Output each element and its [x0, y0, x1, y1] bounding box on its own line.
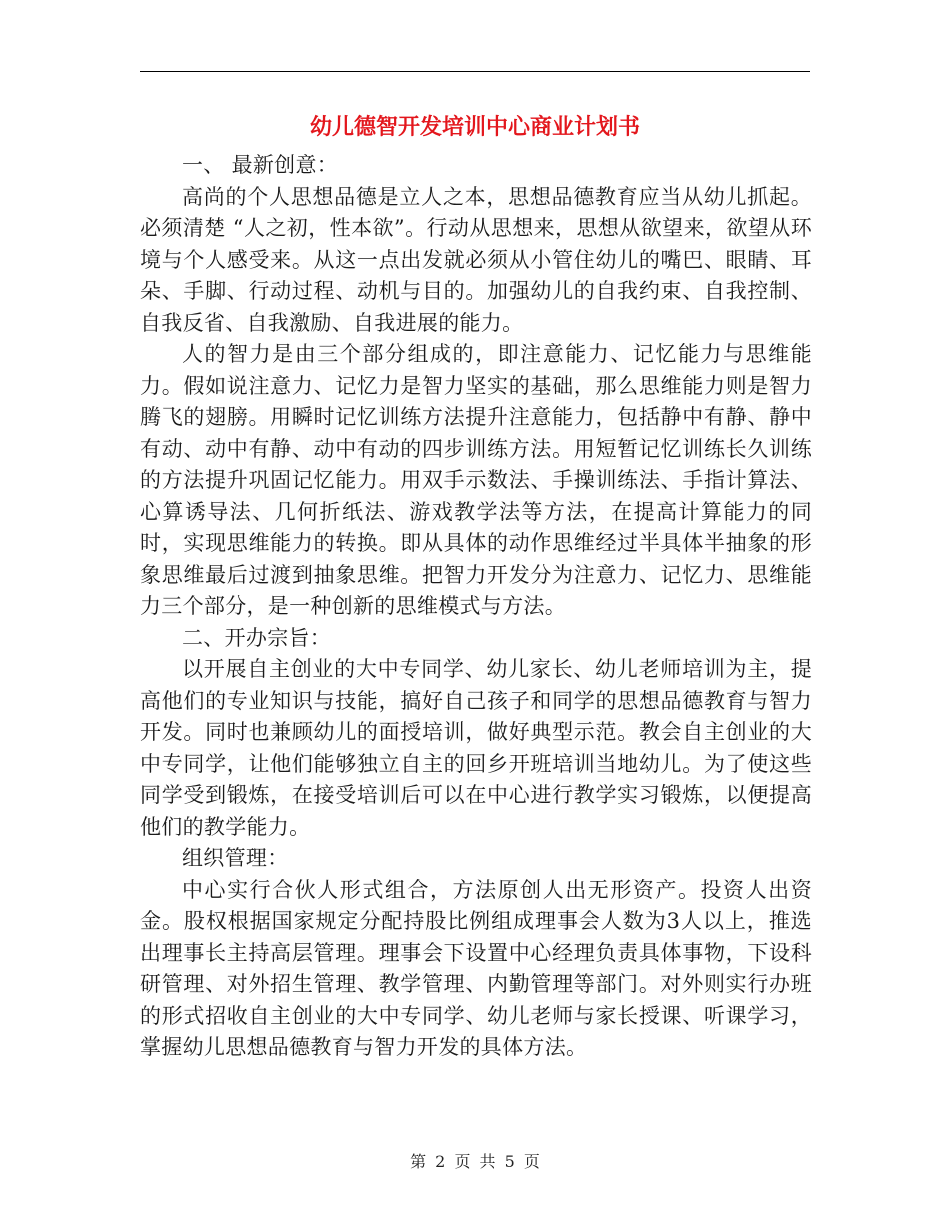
paragraph-organization: 中心实行合伙人形式组合，方法原创人出无形资产。投资人出资金。股权根据国家规定分配持股比例组成理事会人数为3人以上，推选出理事长主持高层管理。理事会下设置中心经理负责具体事物，下设科研管理、对外招生管理、教学管理、内勤管理等部门。对外则实行办班的形式招收自主创业的大中专同学、幼儿老师与家长授课、听课学习，掌握幼儿思想品德教育与智力开发的具体方法。 — [140, 877, 812, 1059]
header-rule — [140, 71, 810, 72]
document-body — [140, 150, 812, 1064]
heading-innovation: 一、 最新创意： — [182, 153, 339, 177]
paragraph-intelligence: 人的智力是由三个部分组成的，即注意能力、记忆能力与思维能力。假如说注意力、记忆力是智力坚实的基础，那么思维能力则是智力腾飞的翅膀。用瞬时记忆训练方法提升注意能力，包括静中有静、静中有动、动中有静、动中有动的四步训练方法。用短暂记忆训练长久训练的方法提升巩固记忆能力。用双手示数法、手操训练法、手指计算法、心算诱导法、几何折纸法、游戏教学法等方法，在提高计算能力的同时，实现思维能力的转换。即从具体的动作思维经过半具体半抽象的形象思维最后过渡到抽象思维。把智力开发分为注意力、记忆力、思维能力三个部分，是一种创新的思维模式与方法。 — [140, 342, 812, 618]
paragraph-moral-education: 高尚的个人思想品德是立人之本，思想品德教育应当从幼儿抓起。必须清楚 “人之初，性本欲”。行动从思想来，思想从欲望来，欲望从环境与个人感受来。从这一点出发就必须从小管住幼儿的嘴巴、眼睛、耳朵、手脚、行动过程、动机与目的。加强幼儿的自我约束、自我控制、自我反省、自我激励、自我进展的能力。 — [140, 184, 812, 335]
page-number-footer: 第 2 页 共 5 页 — [410, 1152, 540, 1171]
paragraph-purpose: 以开展自主创业的大中专同学、幼儿家长、幼儿老师培训为主，提高他们的专业知识与技能，搞好自己孩子和同学的思想品德教育与智力开发。同时也兼顾幼儿的面授培训，做好典型示范。教会自主创业的大中专同学，让他们能够独立自主的回乡开班培训当地幼儿。为了使这些同学受到锻炼，在接受培训后可以在中心进行教学实习锻炼，以便提高他们的教学能力。 — [140, 657, 812, 839]
document-title: 幼儿德智开发培训中心商业计划书 — [309, 114, 640, 140]
heading-organization: 组织管理： — [182, 846, 289, 870]
heading-purpose: 二、开办宗旨： — [182, 625, 332, 650]
